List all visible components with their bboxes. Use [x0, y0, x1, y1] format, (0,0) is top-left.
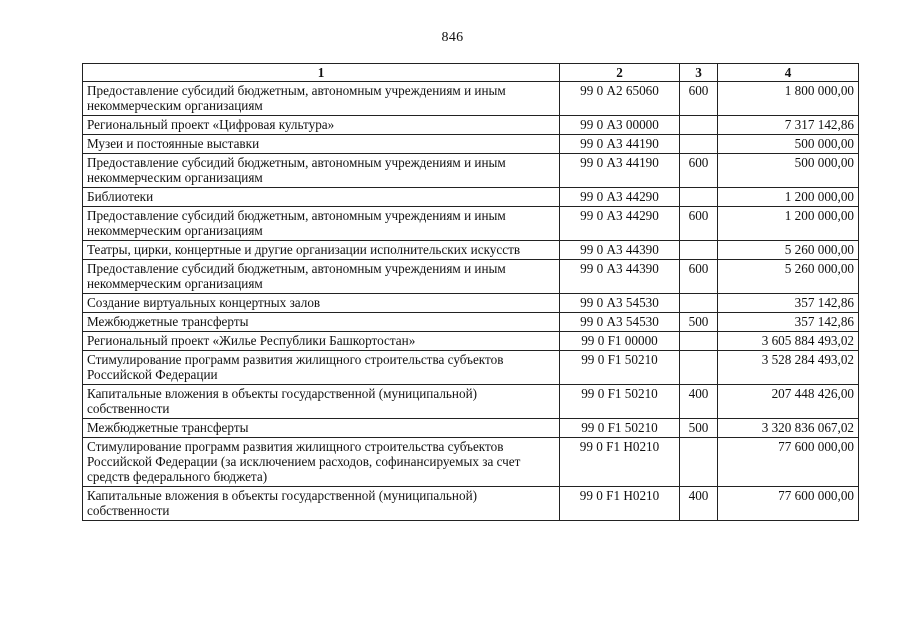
table-row [83, 82, 859, 116]
target-code-cell: 99 0 F1 00000 [560, 332, 680, 351]
target-code-cell: 99 0 F1 50210 [560, 351, 680, 385]
table-body [83, 82, 859, 521]
expense-name-cell: Предоставление субсидий бюджетным, автономным учреждениям и иным некоммерческим организациям [83, 154, 560, 188]
expense-type-cell: 600 [680, 260, 718, 294]
table-row [83, 154, 859, 188]
table-row [83, 332, 859, 351]
expense-type-cell [680, 351, 718, 385]
amount-cell: 1 200 000,00 [718, 207, 859, 241]
amount-cell: 5 260 000,00 [718, 241, 859, 260]
expense-name-cell: Стимулирование программ развития жилищного строительства субъектов Российской Федерации (за исключением расходов, софинансируемых за счет средств федерального бюджета) [83, 438, 560, 487]
header-col-1: 1 [83, 64, 560, 82]
expense-name-cell: Театры, цирки, концертные и другие организации исполнительских искусств [83, 241, 560, 260]
expense-name-cell: Региональный проект «Жилье Республики Башкортостан» [83, 332, 560, 351]
table-row [83, 351, 859, 385]
table-row [83, 294, 859, 313]
amount-cell: 357 142,86 [718, 313, 859, 332]
target-code-cell: 99 0 А3 44390 [560, 260, 680, 294]
table-row [83, 260, 859, 294]
amount-cell: 5 260 000,00 [718, 260, 859, 294]
amount-cell: 500 000,00 [718, 154, 859, 188]
header-col-3: 3 [680, 64, 718, 82]
expense-name-cell: Межбюджетные трансферты [83, 419, 560, 438]
table-row [83, 313, 859, 332]
expense-name-cell: Создание виртуальных концертных залов [83, 294, 560, 313]
expense-type-cell: 400 [680, 385, 718, 419]
table-row [83, 135, 859, 154]
table-row [83, 487, 859, 521]
table-row [83, 385, 859, 419]
expense-name-cell: Капитальные вложения в объекты государственной (муниципальной) собственности [83, 487, 560, 521]
expense-type-cell [680, 135, 718, 154]
expense-type-cell [680, 241, 718, 260]
target-code-cell: 99 0 А3 44190 [560, 135, 680, 154]
target-code-cell: 99 0 А3 44290 [560, 207, 680, 241]
amount-cell: 3 528 284 493,02 [718, 351, 859, 385]
expense-type-cell [680, 116, 718, 135]
target-code-cell: 99 0 А3 44190 [560, 154, 680, 188]
target-code-cell: 99 0 F1 50210 [560, 385, 680, 419]
expense-name-cell: Библиотеки [83, 188, 560, 207]
target-code-cell: 99 0 А3 44290 [560, 188, 680, 207]
expense-name-cell: Музеи и постоянные выставки [83, 135, 560, 154]
table-row [83, 419, 859, 438]
target-code-cell: 99 0 А3 44390 [560, 241, 680, 260]
expense-type-cell: 600 [680, 207, 718, 241]
target-code-cell: 99 0 F1 Н0210 [560, 487, 680, 521]
expense-name-cell: Стимулирование программ развития жилищного строительства субъектов Российской Федерации [83, 351, 560, 385]
amount-cell: 207 448 426,00 [718, 385, 859, 419]
expense-type-cell: 600 [680, 82, 718, 116]
amount-cell: 3 320 836 067,02 [718, 419, 859, 438]
expense-name-cell: Предоставление субсидий бюджетным, автономным учреждениям и иным некоммерческим организациям [83, 207, 560, 241]
budget-table [82, 63, 859, 521]
amount-cell: 7 317 142,86 [718, 116, 859, 135]
expense-name-cell: Капитальные вложения в объекты государственной (муниципальной) собственности [83, 385, 560, 419]
header-col-2: 2 [560, 64, 680, 82]
expense-name-cell: Предоставление субсидий бюджетным, автономным учреждениям и иным некоммерческим организациям [83, 260, 560, 294]
amount-cell: 357 142,86 [718, 294, 859, 313]
target-code-cell: 99 0 А3 54530 [560, 294, 680, 313]
expense-name-cell: Межбюджетные трансферты [83, 313, 560, 332]
table-row [83, 188, 859, 207]
expense-type-cell [680, 332, 718, 351]
expense-type-cell [680, 438, 718, 487]
table-row [83, 241, 859, 260]
table-header [83, 64, 859, 82]
table-row [83, 207, 859, 241]
expense-type-cell: 400 [680, 487, 718, 521]
target-code-cell: 99 0 F1 50210 [560, 419, 680, 438]
expense-type-cell: 600 [680, 154, 718, 188]
table-row [83, 438, 859, 487]
amount-cell: 3 605 884 493,02 [718, 332, 859, 351]
header-col-4: 4 [718, 64, 859, 82]
amount-cell: 500 000,00 [718, 135, 859, 154]
target-code-cell: 99 0 F1 Н0210 [560, 438, 680, 487]
table-row [83, 116, 859, 135]
header-row [83, 64, 859, 82]
amount-cell: 77 600 000,00 [718, 487, 859, 521]
page-number: 846 [441, 30, 464, 45]
expense-type-cell [680, 188, 718, 207]
target-code-cell: 99 0 А3 00000 [560, 116, 680, 135]
expense-type-cell: 500 [680, 313, 718, 332]
target-code-cell: 99 0 А3 54530 [560, 313, 680, 332]
expense-type-cell: 500 [680, 419, 718, 438]
expense-name-cell: Региональный проект «Цифровая культура» [83, 116, 560, 135]
target-code-cell: 99 0 А2 65060 [560, 82, 680, 116]
expense-name-cell: Предоставление субсидий бюджетным, автономным учреждениям и иным некоммерческим организациям [83, 82, 560, 116]
amount-cell: 1 800 000,00 [718, 82, 859, 116]
amount-cell: 77 600 000,00 [718, 438, 859, 487]
amount-cell: 1 200 000,00 [718, 188, 859, 207]
expense-type-cell [680, 294, 718, 313]
